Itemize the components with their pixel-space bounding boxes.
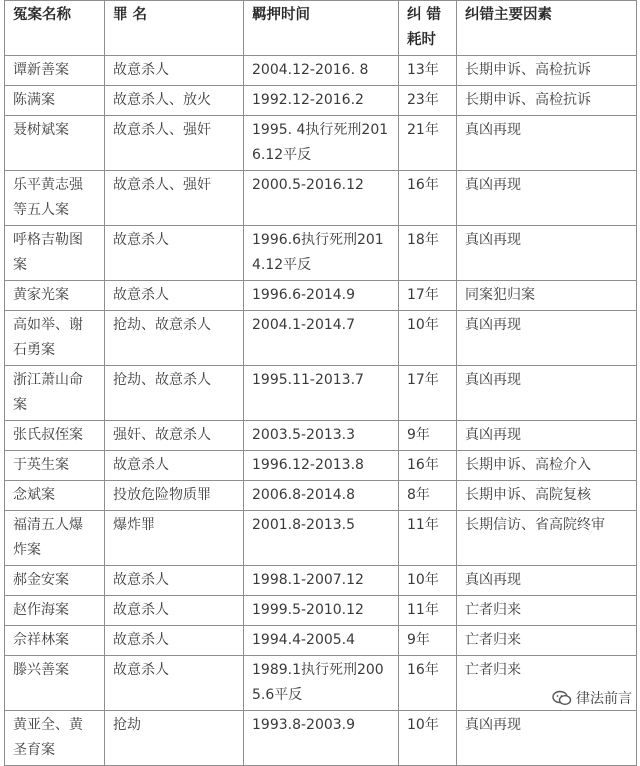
case-name-cell: 黄亚全、黄圣育案	[5, 711, 105, 766]
duration-cell: 18年	[399, 226, 457, 281]
header-correction-factor: 纠错主要因素	[457, 1, 637, 56]
case-name-cell: 聂树斌案	[5, 116, 105, 171]
case-name-cell: 福清五人爆炸案	[5, 511, 105, 566]
wechat-watermark	[552, 688, 632, 708]
charge-cell: 投放危险物质罪	[105, 481, 244, 511]
factor-cell: 真凶再现	[457, 116, 637, 171]
duration-cell: 16年	[399, 656, 457, 711]
charge-cell: 故意杀人	[105, 626, 244, 656]
table-row	[5, 116, 637, 171]
table-header-row	[5, 1, 637, 56]
factor-cell: 真凶再现	[457, 226, 637, 281]
duration-cell: 10年	[399, 311, 457, 366]
charge-cell: 故意杀人、强奸	[105, 171, 244, 226]
detention-time-cell: 1996.6-2014.9	[244, 281, 399, 311]
charge-cell: 抢劫	[105, 711, 244, 766]
duration-cell: 23年	[399, 86, 457, 116]
duration-cell: 17年	[399, 281, 457, 311]
duration-cell: 16年	[399, 451, 457, 481]
table-row	[5, 481, 637, 511]
watermark-text: 律法前言	[576, 691, 632, 707]
wechat-icon	[552, 690, 572, 706]
case-name-cell: 高如举、谢石勇案	[5, 311, 105, 366]
header-detention-time: 羁押时间	[244, 1, 399, 56]
charge-cell: 爆炸罪	[105, 511, 244, 566]
detention-time-cell: 1995. 4执行死刑2016.12平反	[244, 116, 399, 171]
case-name-cell: 于英生案	[5, 451, 105, 481]
case-name-cell: 佘祥林案	[5, 626, 105, 656]
detention-time-cell: 2000.5-2016.12	[244, 171, 399, 226]
charge-cell: 故意杀人	[105, 566, 244, 596]
case-name-cell: 浙江萧山命案	[5, 366, 105, 421]
detention-time-cell: 2003.5-2013.3	[244, 421, 399, 451]
case-name-cell: 念斌案	[5, 481, 105, 511]
factor-cell: 长期申诉、高检抗诉	[457, 56, 637, 86]
charge-cell: 抢劫、故意杀人	[105, 311, 244, 366]
case-name-cell: 谭新善案	[5, 56, 105, 86]
duration-cell: 11年	[399, 596, 457, 626]
charge-cell: 故意杀人	[105, 281, 244, 311]
duration-cell: 13年	[399, 56, 457, 86]
duration-cell: 9年	[399, 626, 457, 656]
charge-cell: 故意杀人	[105, 451, 244, 481]
case-name-cell: 滕兴善案	[5, 656, 105, 711]
detention-time-cell: 1994.4-2005.4	[244, 626, 399, 656]
table-row	[5, 656, 637, 711]
table-row	[5, 226, 637, 281]
factor-cell: 真凶再现	[457, 171, 637, 226]
detention-time-cell: 2004.12-2016. 8	[244, 56, 399, 86]
factor-cell: 真凶再现	[457, 421, 637, 451]
case-name-cell: 黄家光案	[5, 281, 105, 311]
detention-time-cell: 1998.1-2007.12	[244, 566, 399, 596]
header-correction-duration: 纠 错 耗时	[399, 1, 457, 56]
case-name-cell: 赵作海案	[5, 596, 105, 626]
table-row	[5, 311, 637, 366]
duration-cell: 11年	[399, 511, 457, 566]
detention-time-cell: 2001.8-2013.5	[244, 511, 399, 566]
case-name-cell: 呼格吉勒图案	[5, 226, 105, 281]
charge-cell: 故意杀人	[105, 596, 244, 626]
duration-cell: 16年	[399, 171, 457, 226]
table-row	[5, 511, 637, 566]
factor-cell: 长期申诉、高检抗诉	[457, 86, 637, 116]
case-name-cell: 陈满案	[5, 86, 105, 116]
charge-cell: 故意杀人	[105, 56, 244, 86]
duration-cell: 10年	[399, 566, 457, 596]
factor-cell: 亡者归来	[457, 626, 637, 656]
table-row	[5, 86, 637, 116]
detention-time-cell: 1993.8-2003.9	[244, 711, 399, 766]
header-charge: 罪 名	[105, 1, 244, 56]
duration-cell: 9年	[399, 421, 457, 451]
case-name-cell: 乐平黄志强等五人案	[5, 171, 105, 226]
charge-cell: 故意杀人、放火	[105, 86, 244, 116]
detention-time-cell: 2004.1-2014.7	[244, 311, 399, 366]
detention-time-cell: 1999.5-2010.12	[244, 596, 399, 626]
factor-cell: 真凶再现	[457, 566, 637, 596]
detention-time-cell: 1989.1执行死刑2005.6平反	[244, 656, 399, 711]
detention-time-cell: 1996.12-2013.8	[244, 451, 399, 481]
table-row	[5, 596, 637, 626]
table-row	[5, 711, 637, 766]
factor-cell: 长期申诉、高院复核	[457, 481, 637, 511]
table-row	[5, 421, 637, 451]
table-row	[5, 566, 637, 596]
factor-cell: 亡者归来	[457, 596, 637, 626]
charge-cell: 强奸、故意杀人	[105, 421, 244, 451]
charge-cell: 故意杀人	[105, 226, 244, 281]
header-case-name: 冤案名称	[5, 1, 105, 56]
charge-cell: 故意杀人	[105, 656, 244, 711]
charge-cell: 故意杀人、强奸	[105, 116, 244, 171]
duration-cell: 21年	[399, 116, 457, 171]
table-row	[5, 366, 637, 421]
factor-cell: 长期信访、省高院终审	[457, 511, 637, 566]
duration-cell: 10年	[399, 711, 457, 766]
factor-cell: 真凶再现	[457, 311, 637, 366]
charge-cell: 抢劫、故意杀人	[105, 366, 244, 421]
detention-time-cell: 1992.12-2016.2	[244, 86, 399, 116]
case-name-cell: 张氏叔侄案	[5, 421, 105, 451]
factor-cell: 亡者归来	[457, 656, 637, 711]
detention-time-cell: 2006.8-2014.8	[244, 481, 399, 511]
duration-cell: 8年	[399, 481, 457, 511]
wrongful-convictions-table	[4, 0, 637, 766]
table-row	[5, 626, 637, 656]
table-row	[5, 56, 637, 86]
table-row	[5, 281, 637, 311]
table-row	[5, 171, 637, 226]
factor-cell: 真凶再现	[457, 366, 637, 421]
detention-time-cell: 1996.6执行死刑2014.12平反	[244, 226, 399, 281]
table-row	[5, 451, 637, 481]
factor-cell: 长期申诉、高检介入	[457, 451, 637, 481]
duration-cell: 17年	[399, 366, 457, 421]
case-name-cell: 郝金安案	[5, 566, 105, 596]
factor-cell: 真凶再现	[457, 711, 637, 766]
detention-time-cell: 1995.11-2013.7	[244, 366, 399, 421]
factor-cell: 同案犯归案	[457, 281, 637, 311]
